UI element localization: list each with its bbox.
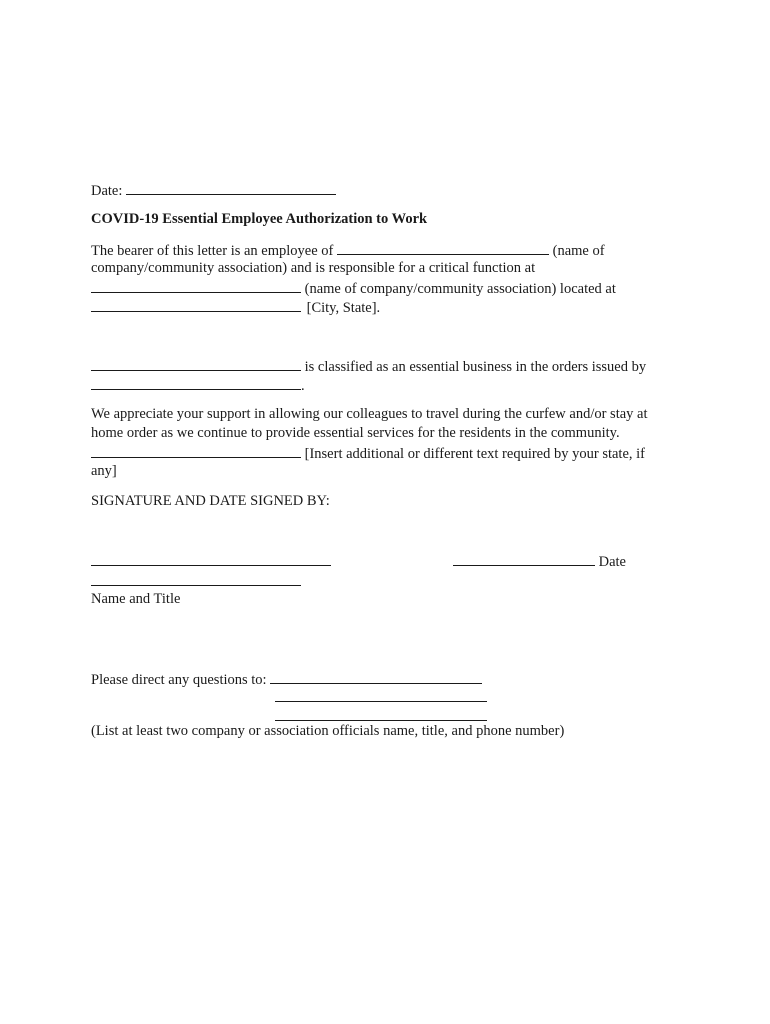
employer-name-blank[interactable] [337, 240, 549, 255]
city-state-text: [City, State]. [306, 300, 381, 316]
critical-function-blank[interactable] [91, 278, 301, 293]
para1-line1-suffix: (name of [552, 243, 605, 259]
additional-text-blank[interactable] [91, 443, 301, 458]
list-note: (List at least two company or association officials name, title, and phone number) [91, 723, 565, 739]
signature-date-line [453, 551, 626, 572]
para1-line2: company/community association) and is responsible for a critical function at [91, 260, 536, 276]
para3-line2: home order as we continue to provide essential services for the residents in the community. [91, 425, 620, 441]
date-blank[interactable] [126, 180, 336, 195]
para2-line2 [91, 375, 305, 396]
orders-issuer-blank[interactable] [91, 375, 301, 390]
para1-line1-text: The bearer of this letter is an employee of [91, 243, 334, 259]
document-title: COVID-19 Essential Employee Authorization to Work [91, 211, 428, 227]
business-name-blank[interactable] [91, 356, 301, 371]
contact-blank-2[interactable] [275, 701, 487, 702]
signature-line [91, 551, 331, 572]
contact-blank-3[interactable] [275, 720, 487, 721]
signature-date-blank[interactable] [453, 551, 595, 566]
signature-blank[interactable] [91, 551, 331, 566]
date-line [91, 180, 336, 201]
para1-line3 [91, 278, 616, 299]
name-title-blank[interactable] [91, 571, 301, 586]
para3-line4: any] [91, 463, 117, 479]
name-title-line [91, 571, 301, 592]
para2-line2-period: . [301, 378, 305, 394]
name-title-label: Name and Title [91, 591, 181, 607]
date-label: Date: [91, 183, 123, 199]
questions-label: Please direct any questions to: [91, 672, 267, 688]
para2-line1 [91, 356, 646, 377]
signature-heading: SIGNATURE AND DATE SIGNED BY: [91, 493, 330, 509]
para1-line4 [91, 297, 380, 318]
para2-line1-text: is classified as an essential business in the orders issued by [304, 359, 647, 375]
location-blank[interactable] [91, 297, 301, 312]
para1-line1 [91, 240, 605, 261]
para3-line3 [91, 443, 645, 464]
para1-line3-text: (name of company/community association) located at [304, 281, 616, 297]
signature-date-label: Date [598, 554, 626, 570]
para3-line3-text: [Insert additional or different text required by your state, if [304, 446, 645, 462]
questions-line [91, 669, 482, 690]
contact-blank-1[interactable] [270, 669, 482, 684]
para3-line1: We appreciate your support in allowing our colleagues to travel during the curfew and/or stay at [91, 406, 648, 422]
